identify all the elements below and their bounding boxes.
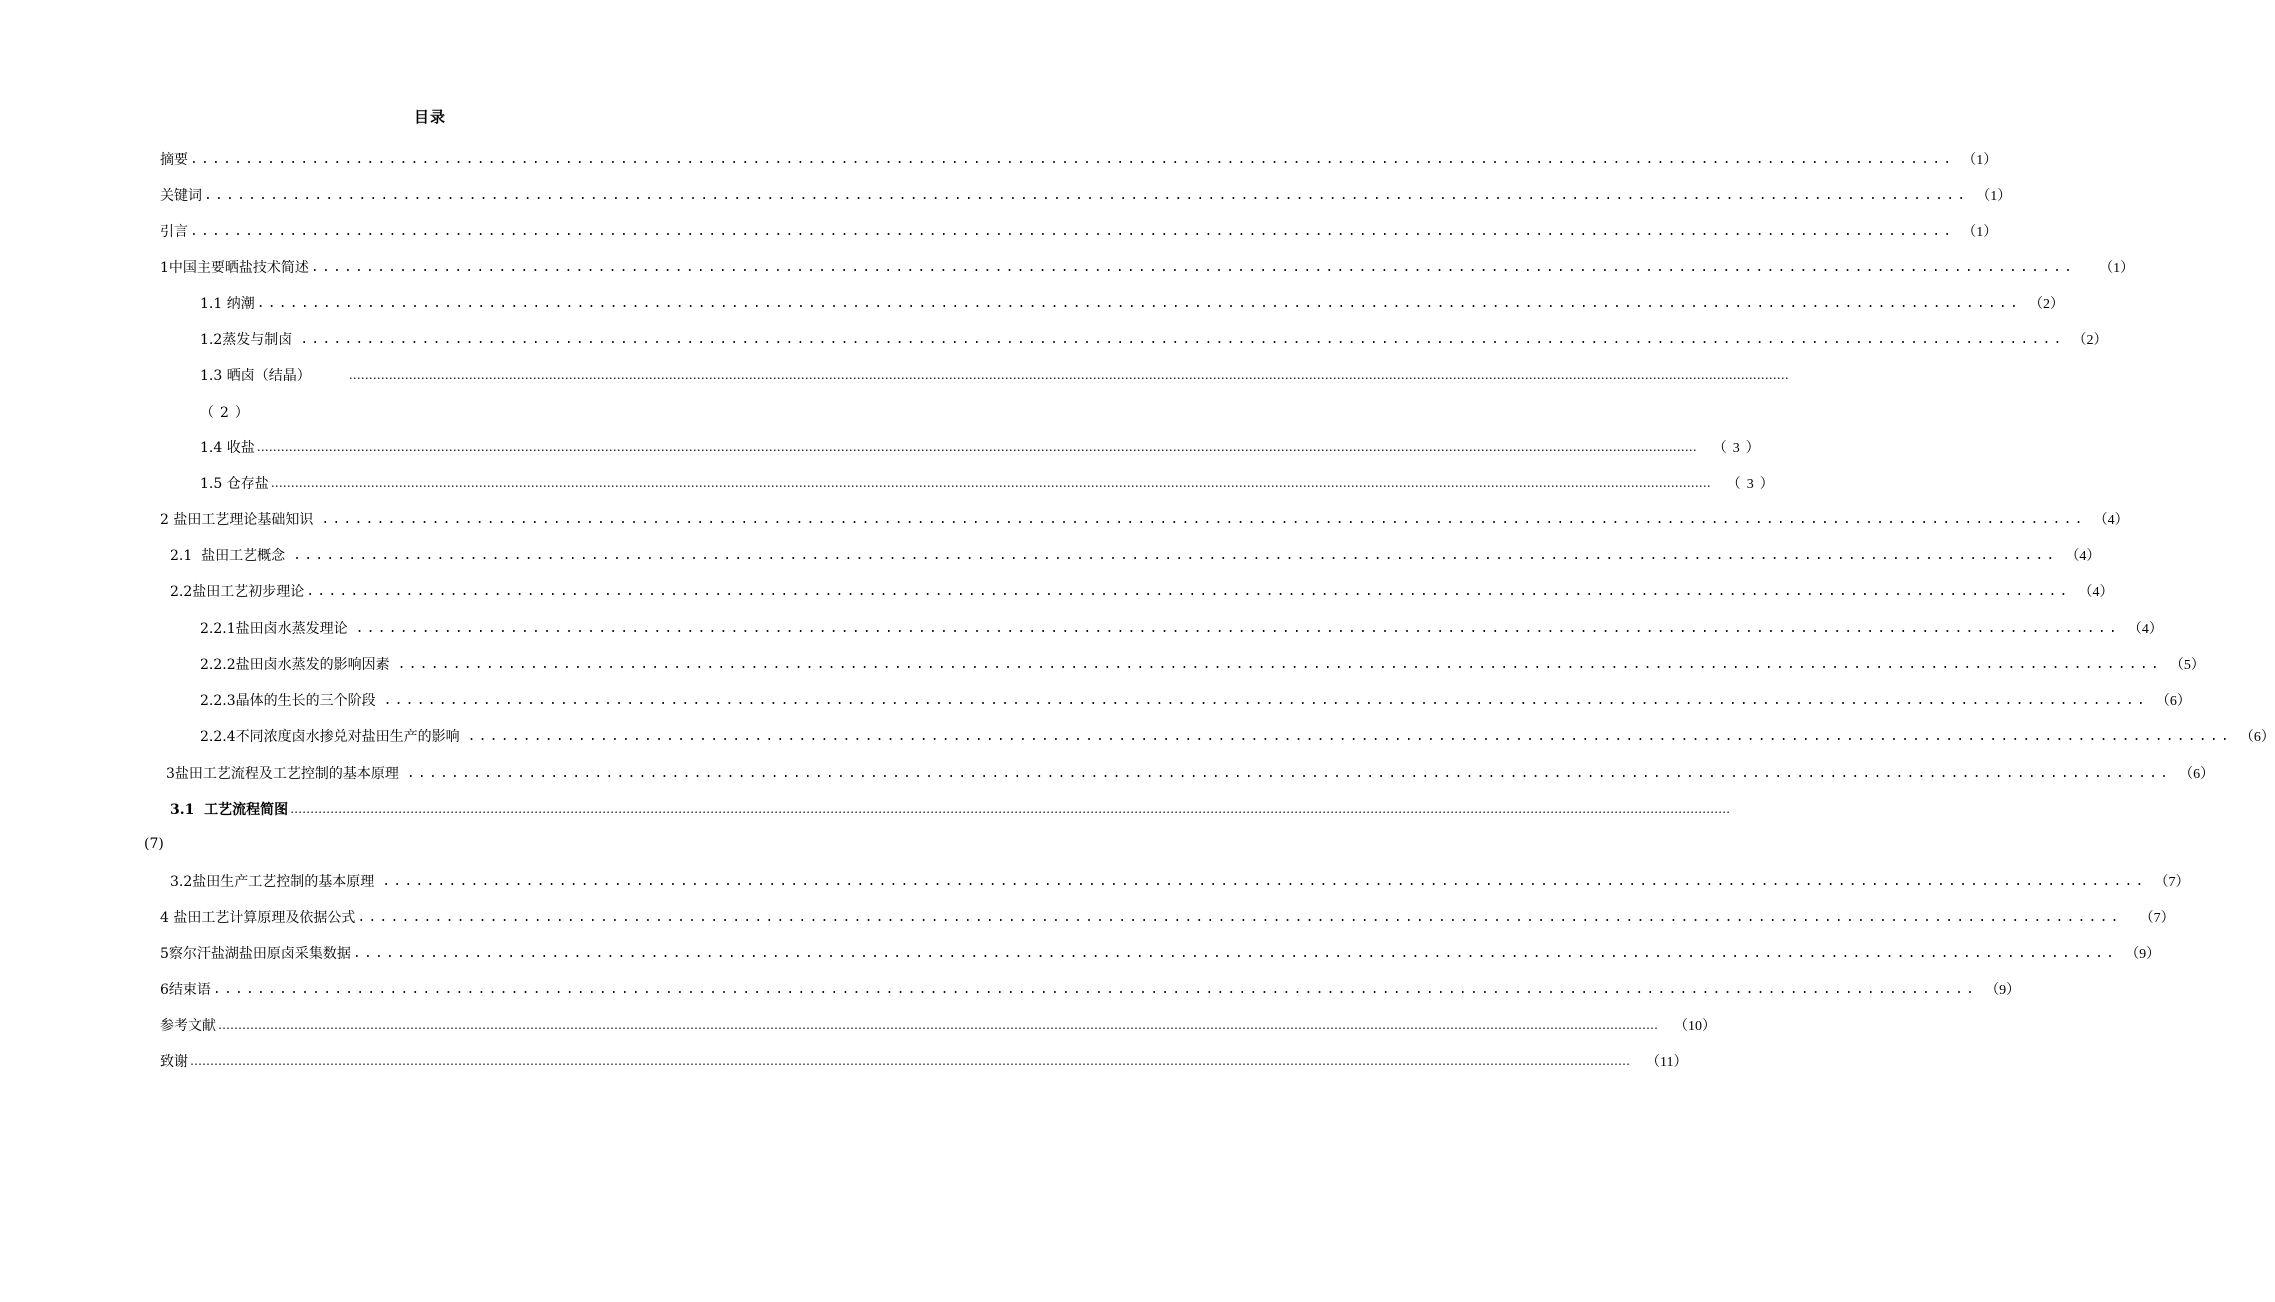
toc-entry: [200, 617, 2163, 639]
leader-dots: ................................................................................................................................................................: [306, 583, 2071, 599]
leader-dots: ................................................................................................................................................................: [293, 547, 2058, 563]
leader-dots: ................................................................................................................................................................: [352, 945, 2118, 961]
toc-entry: [200, 292, 2064, 314]
toc-page-number: （4）: [2127, 622, 2163, 637]
toc-label: 1.3 晒卤（结晶）: [200, 368, 311, 384]
toc-entry: [170, 544, 2101, 566]
leader-dots: ................................................................................................................................................................: [382, 873, 2147, 889]
toc-label: 6结束语: [160, 982, 211, 998]
toc-label: 2.1 盐田工艺概念: [170, 548, 286, 564]
toc-entry: [200, 436, 1766, 458]
toc-entry: [160, 1014, 1716, 1036]
toc-entry: [170, 870, 2190, 892]
toc-label: 2.2.4不同浓度卤水掺兑对盐田生产的影响: [200, 729, 460, 745]
leader-dots: ................................................................................................................................................................: [310, 259, 2076, 275]
toc-label: 1.5 仓存盐: [200, 476, 269, 492]
toc-entry: [200, 328, 2108, 350]
toc-page-number: （9）: [2125, 947, 2161, 962]
toc-label: 5察尔汗盐湖盐田原卤采集数据: [160, 946, 351, 962]
toc-label: 关键词: [160, 188, 202, 204]
toc-entry: [160, 508, 2129, 530]
toc-entry: [200, 725, 2275, 747]
toc-page-number: （11）: [1646, 1055, 1688, 1070]
toc-entry: [166, 762, 2215, 784]
toc-label: 4 盐田工艺计算原理及依据公式: [160, 910, 356, 926]
leader-dots: ………………………………………………………………………………………………………………………………………………………………………………………………………………………………………………………………………………………………………………………………: [256, 440, 1697, 454]
toc-page-number: （1）: [1976, 189, 2012, 204]
toc-page-number: （6）: [2155, 694, 2191, 709]
toc-page-number: （1）: [1962, 225, 1998, 240]
toc-page-number: （2）: [200, 405, 255, 421]
leader-dots: ………………………………………………………………………………………………………………………………………………………………………………………………………………………………………………………………………………………………………………………………: [190, 1054, 1630, 1068]
toc-entry: [160, 1050, 1688, 1072]
toc-page-number: （9）: [1985, 983, 2021, 998]
leader-dots: ................................................................................................................................................................: [406, 765, 2172, 781]
toc-label: 1.1 纳潮: [200, 296, 255, 312]
toc-label: 参考文献: [160, 1018, 216, 1034]
toc-entry: [200, 689, 2191, 711]
page-title: 目录: [413, 108, 446, 126]
leader-dots: ………………………………………………………………………………………………………………………………………………………………………………………………………………………………………………………………………………………………………………………………: [348, 368, 1789, 382]
toc-label: 3盐田工艺流程及工艺控制的基本原理: [166, 766, 399, 782]
toc-page-number: （7）: [2139, 911, 2175, 926]
toc-label: 3.1 工艺流程简图: [170, 802, 289, 818]
toc-page-number: （4）: [2078, 585, 2114, 600]
leader-dots: ………………………………………………………………………………………………………………………………………………………………………………………………………………………………………………………………………………………………………………………………: [270, 476, 1711, 490]
toc-entry: [170, 798, 1731, 820]
toc-entry: [200, 653, 2205, 675]
toc-label: 摘要: [160, 152, 188, 168]
leader-dots: ................................................................................................................................................................: [190, 151, 1955, 167]
toc-entry: [160, 942, 2161, 964]
toc-label: 1中国主要晒盐技术简述: [160, 260, 309, 276]
leader-dots: ................................................................................................................................................................: [321, 511, 2086, 527]
leader-dots: ................................................................................................................................................................: [212, 981, 1978, 997]
leader-dots: ................................................................................................................................................................: [300, 331, 2065, 347]
toc-label: 1.4 收盐: [200, 440, 255, 456]
toc-page-number: (7): [144, 836, 164, 852]
toc-page-number: （2）: [2028, 297, 2064, 312]
leader-dots: ………………………………………………………………………………………………………………………………………………………………………………………………………………………………………………………………………………………………………………………………: [290, 802, 1731, 816]
leader-dots: ................................................................................................................................................................: [190, 223, 1955, 239]
leader-dots: ................................................................................................................................................................: [397, 656, 2162, 672]
toc-entry: [160, 220, 1998, 242]
toc-page-number: （5）: [2169, 658, 2205, 673]
leader-dots: ................................................................................................................................................................: [256, 295, 2021, 311]
toc-label: 引言: [160, 224, 188, 240]
toc-label: 2.2盐田工艺初步理论: [170, 584, 305, 600]
toc-label: 1.2蒸发与制卤: [200, 332, 293, 348]
toc-entry: [200, 364, 1789, 386]
toc-page-number: （1）: [1962, 153, 1998, 168]
toc-label: 2.2.1盐田卤水蒸发理论: [200, 621, 348, 637]
toc-label: 2.2.2盐田卤水蒸发的影响因素: [200, 657, 390, 673]
leader-dots: ................................................................................................................................................................: [383, 692, 2148, 708]
toc-page-number: （2）: [2072, 333, 2108, 348]
toc-entry: [160, 148, 1998, 170]
toc-entry: [160, 906, 2175, 928]
leader-dots: ................................................................................................................................................................: [204, 187, 1969, 203]
toc-page-number: （10）: [1674, 1019, 1716, 1034]
toc-entry: [160, 184, 2012, 206]
toc-page-number: （6）: [2179, 767, 2215, 782]
toc-label: 2.2.3晶体的生长的三个阶段: [200, 693, 376, 709]
toc-page-number: （3）: [1726, 477, 1780, 492]
toc-entry: [160, 978, 2021, 1000]
toc-label: 致谢: [160, 1054, 188, 1070]
toc-page-number: （1）: [2099, 261, 2135, 276]
toc-page-number: （6）: [2239, 730, 2275, 745]
toc-page-number: （4）: [2093, 513, 2129, 528]
toc-entry: [170, 580, 2114, 602]
toc-page-number: （7）: [2154, 875, 2190, 890]
toc-page-number: （3）: [1712, 441, 1766, 456]
toc-entry: [160, 256, 2135, 278]
leader-dots: ………………………………………………………………………………………………………………………………………………………………………………………………………………………………………………………………………………………………………………………………: [218, 1018, 1658, 1032]
leader-dots: ................................................................................................................................................................: [355, 620, 2120, 636]
toc-label: 2 盐田工艺理论基础知识: [160, 512, 314, 528]
toc-page-number: （4）: [2065, 549, 2101, 564]
toc-entry: [200, 472, 1780, 494]
leader-dots: ................................................................................................................................................................: [467, 728, 2232, 744]
leader-dots: ................................................................................................................................................................: [357, 909, 2122, 925]
toc-label: 3.2盐田生产工艺控制的基本原理: [170, 874, 375, 890]
